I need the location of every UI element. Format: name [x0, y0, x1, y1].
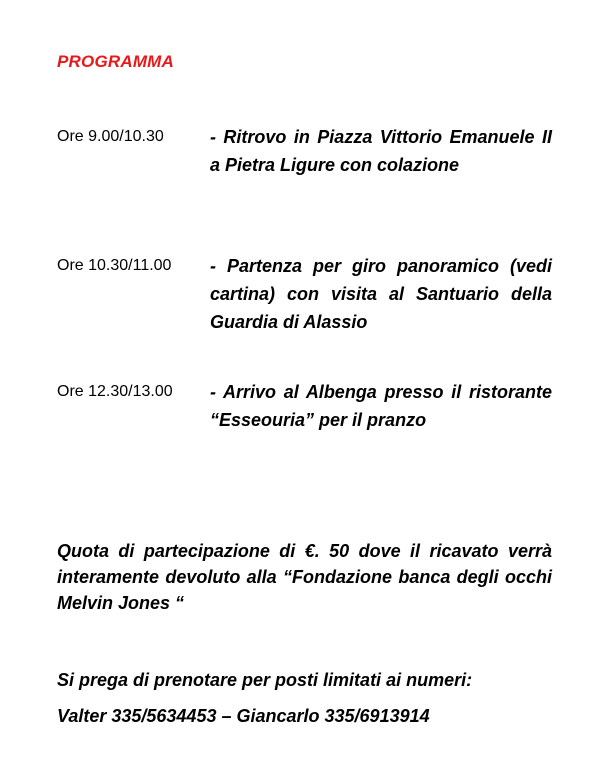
schedule-entry-2: - Partenza per giro panoramico (vedi cartina) con visita al Santuario della Guardia di Alassio — [210, 256, 552, 332]
schedule-entry-1: - Ritrovo in Piazza Vittorio Emanuele II a Pietra Ligure con colazione — [210, 127, 552, 175]
participation-fee-text: Quota di partecipazione di €. 50 dove il ricavato verrà interamente devoluto alla “Fondazione banca degli occhi Melvin Jones “ — [57, 541, 552, 613]
schedule-time-3: Ore 12.30/13.00 — [57, 383, 173, 400]
schedule-time-1: Ore 9.00/10.30 — [57, 128, 164, 145]
booking-request-text: Si prega di prenotare per posti limitati ai numeri: — [57, 670, 473, 690]
schedule-entry-3: - Arrivo al Albenga presso il ristorante “Esseouria” per il pranzo — [210, 382, 552, 430]
program-heading: PROGRAMMA — [57, 52, 175, 71]
booking-contacts-text: Valter 335/5634453 – Giancarlo 335/6913914 — [57, 706, 430, 726]
schedule-time-2: Ore 10.30/11.00 — [57, 257, 172, 274]
